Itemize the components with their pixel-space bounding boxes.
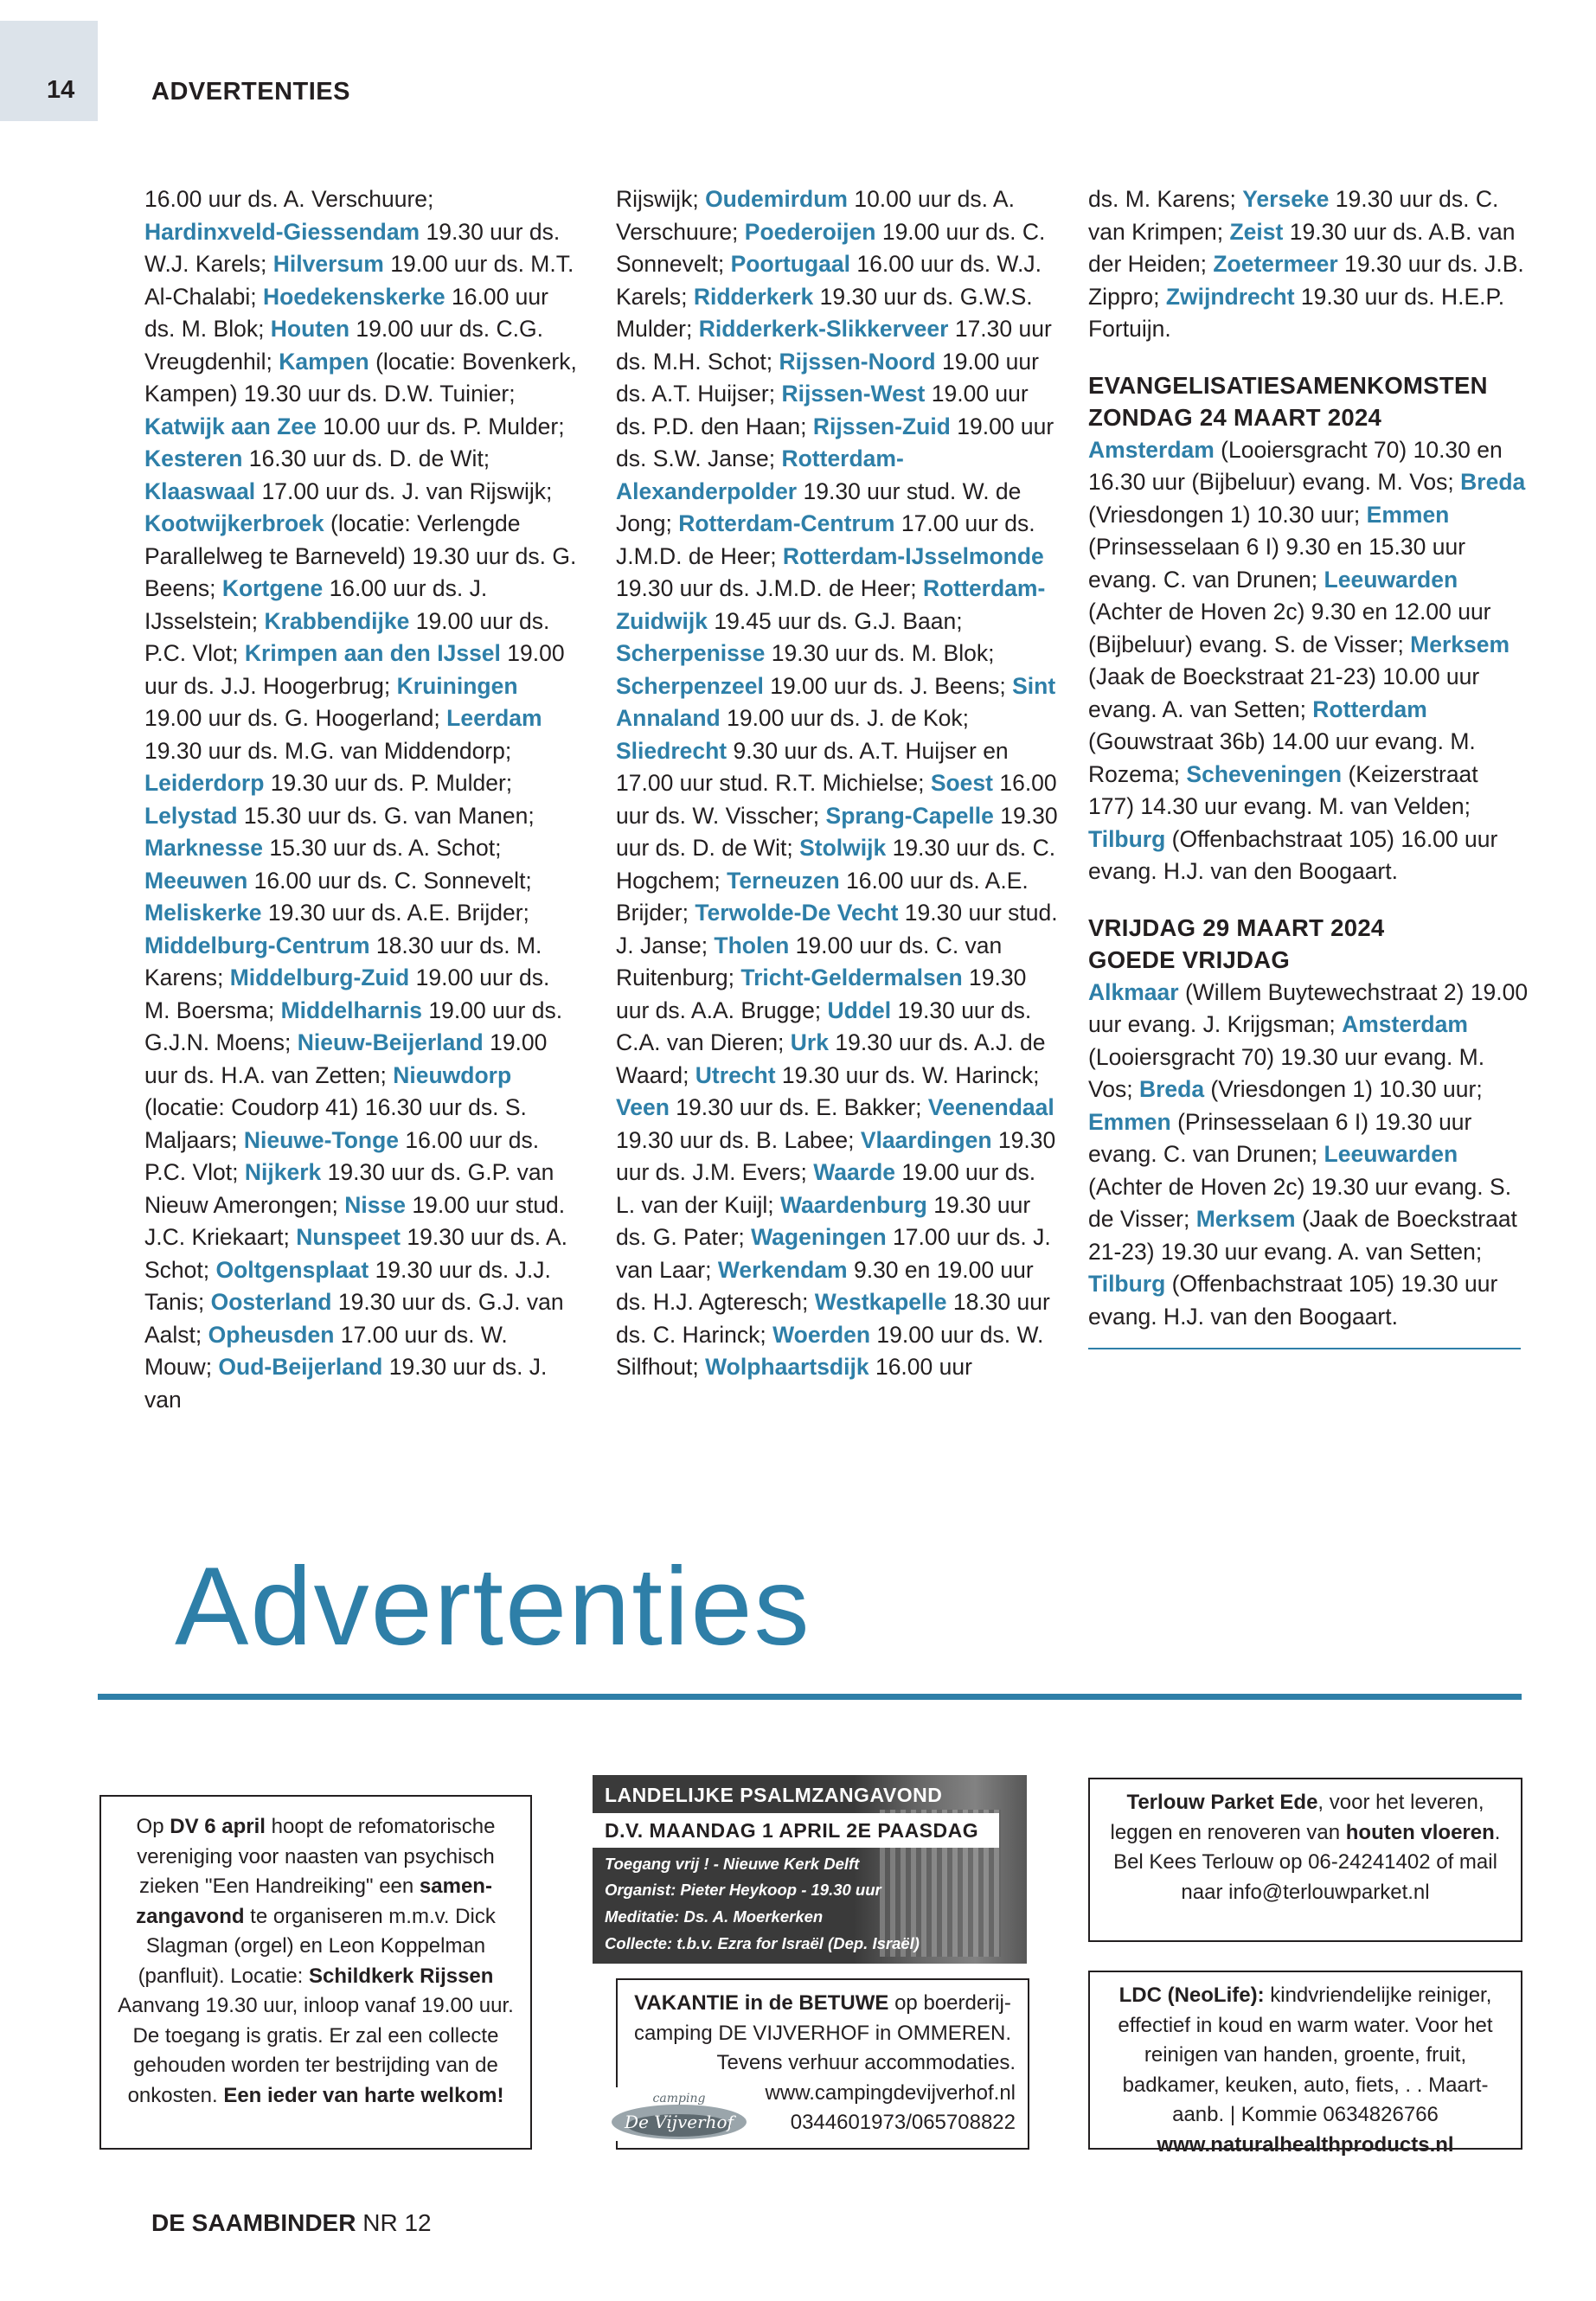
text-run: (Keizerstraat 177) 14.30 uur evang. M. van Velden; (1088, 760, 1478, 819)
text-run: 19.00 uur ds. G. Hoogerland; (144, 705, 447, 731)
location-name: Veen (616, 1094, 670, 1120)
text-run: 10.00 uur ds. A. Verschuure; (616, 186, 1015, 245)
location-name: Wageningen (751, 1224, 887, 1250)
text-run: 16.00 uur ds. C. Sonnevelt; (247, 867, 532, 894)
psalm-line: Organist: Pieter Heykoop - 19.30 uur (605, 1881, 881, 1899)
text-run: 19.30 uur ds. A.E. Brijder; (261, 900, 529, 926)
text-run: 16.00 uur ds. W. Visscher; (616, 770, 1057, 829)
schedule-text (144, 183, 577, 1416)
location-name: Westkapelle (814, 1289, 947, 1315)
bold-text: Terlouw Parket Ede (1126, 1791, 1318, 1814)
text-run: 19.00 uur ds. C. van Ruitenburg; (616, 932, 1003, 990)
text-run: 19.00 uur ds. J.J. Hoogerbrug; (144, 640, 565, 699)
location-name: Lelystad (144, 802, 238, 829)
text-run: 19.30 uur ds. C.A. van Dieren; (616, 997, 1032, 1055)
text-run: 19.00 uur ds. W. Silfhout; (616, 1321, 1044, 1380)
ad-text (1099, 1981, 1512, 2160)
text-run: 19.30 uur ds. P. Mulder; (264, 770, 513, 796)
text-run: 19.30 uur ds. J.J. Tanis; (144, 1256, 551, 1315)
location-name: Veenendaal (927, 1094, 1054, 1120)
text-run: (Looiersgracht 70) 10.30 en 16.30 uur (Bijbeluur) evang. M. Vos; (1088, 436, 1503, 495)
text-run: 16.00 uur ds. A.E. Brijder; (616, 867, 1029, 926)
ad-text (1099, 1788, 1512, 1907)
location-name: Nijkerk (244, 1159, 322, 1185)
location-name: Middelburg-Centrum (144, 932, 370, 958)
location-name: Rijssen-West (781, 381, 926, 407)
location-name: Nieuw-Beijerland (297, 1029, 484, 1055)
text-run: 19.30 uur ds. D. de Wit; (616, 802, 1058, 861)
location-name: Hoedekenskerke (262, 283, 445, 310)
location-name: Ridderkerk-Slikkerveer (698, 316, 949, 342)
text-run: 19.30 uur ds. M.G. van Middendorp; (144, 737, 512, 764)
column-divider (1088, 1348, 1521, 1349)
advertisements-rule (98, 1694, 1522, 1700)
text-run: 19.30 uur ds. A.A. Brugge; (616, 965, 1027, 1023)
text-run: 19.30 uur ds. A.B. van der Heiden; (1088, 218, 1516, 277)
location-name: Meliskerke (144, 900, 262, 926)
text-run: te organiseren m.m.v. Dick Slagman (orgel) en Leon Koppelman (panfluit). Locatie: (138, 1904, 496, 1988)
location-name: Sprang-Capelle (825, 802, 994, 829)
text-run: (Prinsesselaan 6 I) 9.30 en 15.30 uur evang. C. van Drunen; (1088, 534, 1466, 593)
camping-logo-small: camping (652, 2092, 706, 2106)
page-number-tab (0, 21, 98, 121)
text-run: 19.00 uur ds. M.T. Al-Chalabi; (144, 251, 574, 310)
evangelisation-heading: EVANGELISATIESAMENKOMSTEN ZONDAG 24 MAART 2024 (1088, 371, 1488, 431)
camping-logo (610, 2087, 748, 2141)
location-name: Rotterdam-Centrum (678, 510, 895, 536)
location-name: Opheusden (208, 1321, 335, 1348)
text-run: 19.30 uur ds. M. Blok; (765, 640, 995, 666)
text-run: (locatie: Bovenkerk, Kampen) 19.30 uur ds. D.W. Tuinier; (144, 348, 577, 407)
location-name: Soest (930, 770, 993, 796)
psalm-title: LANDELIJKE PSALMZANGAVOND (605, 1784, 943, 1806)
location-name: Werkendam (717, 1256, 848, 1283)
location-name: Tilburg (1088, 1271, 1166, 1297)
text-run: 19.00 uur ds. M. Boersma; (144, 965, 550, 1023)
location-name: Uddel (827, 997, 892, 1023)
location-name: Zeist (1229, 218, 1284, 245)
location-name: Kruiningen (396, 672, 518, 699)
text-run: 19.30 uur ds. J.M. Evers; (616, 1126, 1056, 1185)
footer-magazine: DE SAAMBINDER NR 12 (151, 2209, 432, 2236)
location-name: Leiderdorp (144, 770, 265, 796)
text-run: 19.30 uur ds. C. van Krimpen; (1088, 186, 1499, 245)
text-run: 19.30 uur ds. J.M.D. de Heer; (616, 575, 923, 601)
location-name: Nieuwdorp (393, 1061, 512, 1088)
good-friday-text (1088, 977, 1529, 1334)
location-name: Ooltgensplaat (215, 1256, 369, 1283)
text-run: 19.30 uur ds. H.E.P. Fortuijn. (1088, 283, 1505, 342)
text-run: 9.30 en 19.00 uur ds. H.J. Agteresch; (616, 1256, 1034, 1315)
page-number: 14 (47, 76, 75, 104)
text-run: 19.00 uur ds. J. Beens; (763, 672, 1013, 699)
location-name: Wolphaartsdijk (705, 1354, 869, 1380)
text-run: (Offenbachstraat 105) 19.30 uur evang. H.J. van den Boogaart. (1088, 1271, 1498, 1330)
text-run: 19.00 uur ds. P.C. Vlot; (144, 607, 550, 666)
camping-phone: 0344601973/065708822 (790, 2111, 1016, 2134)
bold-text: DV 6 april (170, 1815, 266, 1838)
location-name: Kootwijkerbroek (144, 510, 324, 536)
text-run: 16.30 uur ds. D. de Wit; (242, 445, 490, 471)
text-run: 19.00 uur ds. S.W. Janse; (616, 413, 1054, 471)
location-name: Leeuwarden (1324, 1141, 1458, 1167)
location-name: Middelharnis (280, 997, 423, 1023)
text-run: (Jaak de Boeckstraat 21-23) 19.30 uur evang. A. van Setten; (1088, 1206, 1517, 1265)
text-run: 19.30 uur ds. E. Bakker; (669, 1094, 928, 1120)
location-name: Urk (790, 1029, 829, 1055)
church-schedule-column-1 (144, 183, 577, 1416)
bold-text: houten vloeren (1345, 1820, 1495, 1844)
text-run: (Offenbachstraat 105) 16.00 uur evang. H.J. van den Boogaart. (1088, 825, 1498, 884)
location-name: Utrecht (695, 1061, 776, 1088)
text-run: hoopt de refomatorische vereniging voor naasten van psychisch zieken "Een Handreiking" een (137, 1815, 496, 1898)
location-name: Poortugaal (730, 251, 850, 277)
location-name: Rijssen-Noord (779, 348, 936, 375)
location-name: Rijssen-Zuid (812, 413, 951, 439)
text-run: 19.30 uur ds. A.J. de Waard; (616, 1029, 1046, 1088)
text-run: 17.00 uur ds. J. van Laar; (616, 1224, 1051, 1283)
ad-text (112, 1812, 520, 2111)
camping-website: www.campingdevijverhof.nl (765, 2080, 1016, 2105)
text-run: 19.30 uur ds. G.W.S. Mulder; (616, 283, 1033, 342)
text-run: 19.30 uur ds. G.J. van Aalst; (144, 1289, 564, 1348)
text-run: 16.00 uur ds. J. IJsselstein; (144, 575, 488, 634)
text-run: 19.30 uur ds. W. Harinck; (775, 1061, 1040, 1088)
location-name: Rotterdam-IJsselmonde (782, 542, 1044, 569)
location-name: Rotterdam (1312, 695, 1427, 722)
text-run: 19.00 uur ds. C. Sonnevelt; (616, 218, 1046, 277)
text-run: (locatie: Verlengde Parallelweg te Barneveld) 19.30 uur ds. G. Beens; (144, 510, 577, 601)
location-name: Tholen (714, 932, 790, 958)
location-name: Marknesse (144, 835, 264, 861)
text-run: 19.00 uur ds. H.A. van Zetten; (144, 1029, 548, 1088)
location-name: Leeuwarden (1324, 566, 1458, 593)
text-run: 9.30 uur ds. A.T. Huijser en 17.00 uur stud. R.T. Michielse; (616, 737, 1009, 796)
ad-samenzangavond (99, 1795, 532, 2150)
text-run: 19.30 uur ds. B. Labee; (616, 1126, 861, 1153)
church-schedule-column-3 (1088, 183, 1529, 1349)
location-name: Emmen (1088, 1108, 1171, 1135)
text-run: (Prinsesselaan 6 I) 19.30 uur evang. C. van Drunen; (1088, 1108, 1472, 1167)
text-run: kindvriendelijke reiniger, effectief in koud en warm water. Voor het reinigen van handen, groente, fruit, badkamer, keuken, auto, fiets, . . Maart-aanb. | Kommie 0634826766 (1118, 1984, 1493, 2126)
ad-ldc-neolife (1088, 1971, 1522, 2157)
location-name: Nieuwe-Tonge (243, 1126, 399, 1153)
location-name: Krimpen aan den IJssel (244, 640, 501, 666)
text-run: (Vriesdongen 1) 10.30 uur; (1204, 1076, 1483, 1102)
location-name: Tricht-Geldermalsen (740, 965, 963, 990)
ad-camping: VAKANTIE in de BETUWE op boerderij-camping DE VIJVERHOF in OMMEREN. Tevens verhuur accommodaties. www.campingdevijverhof.nl 0344601973/065708822 (616, 1978, 1029, 2150)
advertisements-title: Advertenties (175, 1545, 811, 1669)
psalm-line: Toegang vrij ! - Nieuwe Kerk Delft (605, 1855, 860, 1873)
text-run: 16.00 uur ds. P.C. Vlot; (144, 1126, 540, 1185)
location-name: Zwijndrecht (1165, 283, 1295, 310)
text-run: Aanvang 19.30 uur, inloop vanaf 19.00 uur. De toegang is gratis. Er zal een collecte gehouden worden ter bestrijding van de onkosten. (118, 1994, 514, 2107)
location-name: Oosterland (210, 1289, 332, 1315)
ad-terlouw-parket (1088, 1778, 1522, 1942)
text-run: (Vriesdongen 1) 10.30 uur; (1088, 501, 1367, 528)
location-name: Ridderkerk (693, 283, 814, 310)
location-name: Krabbendijke (264, 607, 410, 634)
evangelisation-text (1088, 434, 1529, 888)
text-run: 19.00 uur ds. G.J.N. Moens; (144, 997, 563, 1055)
bold-text: Schildkerk Rijssen (309, 1964, 494, 1988)
location-name: Breda (1138, 1076, 1205, 1102)
text-run: (locatie: Coudorp 41) 16.30 uur ds. S. Maljaars; (144, 1094, 527, 1153)
location-name: Kampen (279, 348, 369, 375)
text-run: 19.00 uur ds. A.T. Huijser; (616, 348, 1039, 407)
location-name: Hilversum (272, 251, 384, 277)
psalm-date: D.V. MAANDAG 1 APRIL 2E PAASDAG (593, 1813, 999, 1848)
schedule-text (1088, 183, 1529, 346)
text-run: , voor het leveren, leggen en renoveren van (1110, 1791, 1484, 1844)
bold-text: samen-zangavond (136, 1875, 492, 1928)
camping-heading: VAKANTIE in de BETUWE (634, 1991, 889, 2015)
text-run: 18.30 uur ds. M. Karens; (144, 932, 542, 990)
text-run: 17.30 uur ds. M.H. Schot; (616, 316, 1052, 375)
location-name: Merksem (1195, 1206, 1296, 1232)
location-name: Sliedrecht (616, 737, 727, 764)
location-name: Amsterdam (1088, 436, 1215, 463)
camping-logo-text: De Vijverhof (625, 2112, 734, 2132)
text-run: ds. M. Karens; (1088, 186, 1243, 212)
bold-text: Een ieder van harte welkom! (223, 2083, 504, 2107)
text-run: (Achter de Hoven 2c) 9.30 en 12.00 uur (Bijbeluur) evang. S. de Visser; (1088, 599, 1491, 657)
good-friday-heading: VRIJDAG 29 MAART 2024 GOEDE VRIJDAG (1088, 913, 1385, 973)
text-run: 17.00 uur ds. W. Mouw; (144, 1321, 508, 1380)
psalm-line: Collecte: t.b.v. Ezra for Israël (Dep. Israël) (605, 1934, 920, 1952)
location-name: Merksem (1410, 631, 1510, 657)
location-name: Amsterdam (1342, 1011, 1468, 1037)
text-run: 19.00 uur stud. J.C. Kriekaart; (144, 1191, 566, 1250)
text-run: 19.30 uur ds. G.P. van Nieuw Amerongen; (144, 1159, 554, 1218)
location-name: Stolwijk (799, 835, 887, 861)
location-name: Alkmaar (1088, 978, 1179, 1005)
location-name: Woerden (772, 1321, 871, 1348)
text-run: 19.00 uur ds. C.G. Vreugdenhil; (144, 316, 543, 375)
text-run: Op (136, 1815, 170, 1838)
text-run: 18.30 uur ds. C. Harinck; (616, 1289, 1050, 1348)
text-run: 19.00 uur ds. P.D. den Haan; (616, 381, 1029, 439)
location-name: Katwijk aan Zee (144, 413, 317, 439)
psalm-line: Meditatie: Ds. A. Moerkerken (605, 1907, 824, 1926)
location-name: Yerseke (1242, 186, 1330, 212)
location-name: Terwolde-De Vecht (695, 900, 899, 926)
schedule-text (616, 183, 1059, 1384)
location-name: Scherpenzeel (616, 672, 764, 699)
text-run: 16.00 uur ds. W.J. Karels; (616, 251, 1042, 310)
location-name: Sint Annaland (616, 672, 1056, 731)
location-name: Hardinxveld-Giessendam (144, 218, 420, 245)
church-schedule-column-2 (616, 183, 1059, 1384)
text-run: 19.45 uur ds. G.J. Baan; (708, 607, 963, 634)
bold-text: LDC (NeoLife): (1118, 1984, 1265, 2007)
location-name: Houten (270, 316, 350, 342)
location-name: Tilburg (1088, 825, 1166, 852)
text-run: 19.30 uur ds. G. Pater; (616, 1191, 1031, 1250)
location-name: Meeuwen (144, 867, 248, 894)
location-name: Waardenburg (780, 1191, 927, 1218)
text-run: (Gouwstraat 36b) 14.00 uur evang. M. Rozema; (1088, 728, 1476, 787)
location-name: Kesteren (144, 445, 243, 471)
text-run: (Looiersgracht 70) 19.30 uur evang. M. Vos; (1088, 1043, 1485, 1102)
location-name: Rotterdam-Zuidwijk (616, 575, 1046, 634)
text-run: (Jaak de Boeckstraat 21-23) 10.00 uur evang. A. van Setten; (1088, 663, 1480, 722)
text-run: 19.30 uur stud. J. Janse; (616, 900, 1058, 958)
text-run: 19.30 uur ds. C. Hogchem; (616, 835, 1056, 894)
text-run: 19.30 uur ds. W.J. Karels; (144, 218, 561, 277)
location-name: Oud-Beijerland (218, 1354, 383, 1380)
location-name: Nisse (344, 1191, 406, 1218)
text-run: 16.00 uur ds. M. Blok; (144, 283, 548, 342)
text-run: 19.30 uur ds. J. van (144, 1354, 548, 1413)
text-run: 16.00 uur ds. A. Verschuure; (144, 186, 434, 212)
location-name: Leerdam (446, 705, 542, 731)
text-run: 17.00 uur ds. J.M.D. de Heer; (616, 510, 1035, 569)
location-name: Kortgene (221, 575, 324, 601)
location-name: Middelburg-Zuid (229, 965, 410, 990)
location-name: Scheveningen (1186, 760, 1343, 787)
location-name: Waarde (813, 1159, 896, 1185)
location-name: Breda (1460, 469, 1526, 495)
location-name: Rotterdam-Alexanderpolder (616, 445, 904, 504)
location-name: Oudemirdum (705, 186, 848, 212)
location-name: Zoetermeer (1213, 251, 1338, 277)
text-run: (Achter de Hoven 2c) 19.30 uur evang. S. de Visser; (1088, 1173, 1512, 1232)
location-name: Poederoijen (744, 218, 876, 245)
section-title: ADVERTENTIES (151, 78, 350, 106)
text-run: 19.30 uur ds. A. Schot; (144, 1224, 567, 1283)
location-name: Klaaswaal (144, 478, 256, 504)
location-name: Scherpenisse (616, 640, 766, 666)
location-name: Vlaardingen (860, 1126, 992, 1153)
location-name: Terneuzen (727, 867, 840, 894)
text-run: 16.00 uur (869, 1354, 972, 1380)
text-run: 17.00 uur ds. J. van Rijswijk; (255, 478, 553, 504)
location-name: Nunspeet (296, 1224, 401, 1250)
text-run: 19.00 uur ds. L. van der Kuijl; (616, 1159, 1036, 1218)
text-run: 10.00 uur ds. P. Mulder; (316, 413, 565, 439)
text-run: 15.30 uur ds. G. van Manen; (237, 802, 535, 829)
bold-text: www.naturalhealthproducts.nl (1157, 2132, 1454, 2157)
text-run: 19.30 uur stud. W. de Jong; (616, 478, 1022, 536)
text-run: Rijswijk; (616, 186, 706, 212)
text-run: 15.30 uur ds. A. Schot; (263, 835, 502, 861)
text-run: 19.00 uur ds. J. de Kok; (720, 705, 969, 731)
ad-psalmzangavond (593, 1775, 1027, 1964)
text-run: (Willem Buytewechstraat 2) 19.00 uur evang. J. Krijgsman; (1088, 978, 1529, 1037)
text-run: 19.30 uur ds. J.B. Zippro; (1088, 251, 1524, 310)
text-run: . Bel Kees Terlouw op 06-24241402 of mail naar info@terlouwparket.nl (1113, 1820, 1501, 1904)
location-name: Emmen (1366, 501, 1450, 528)
